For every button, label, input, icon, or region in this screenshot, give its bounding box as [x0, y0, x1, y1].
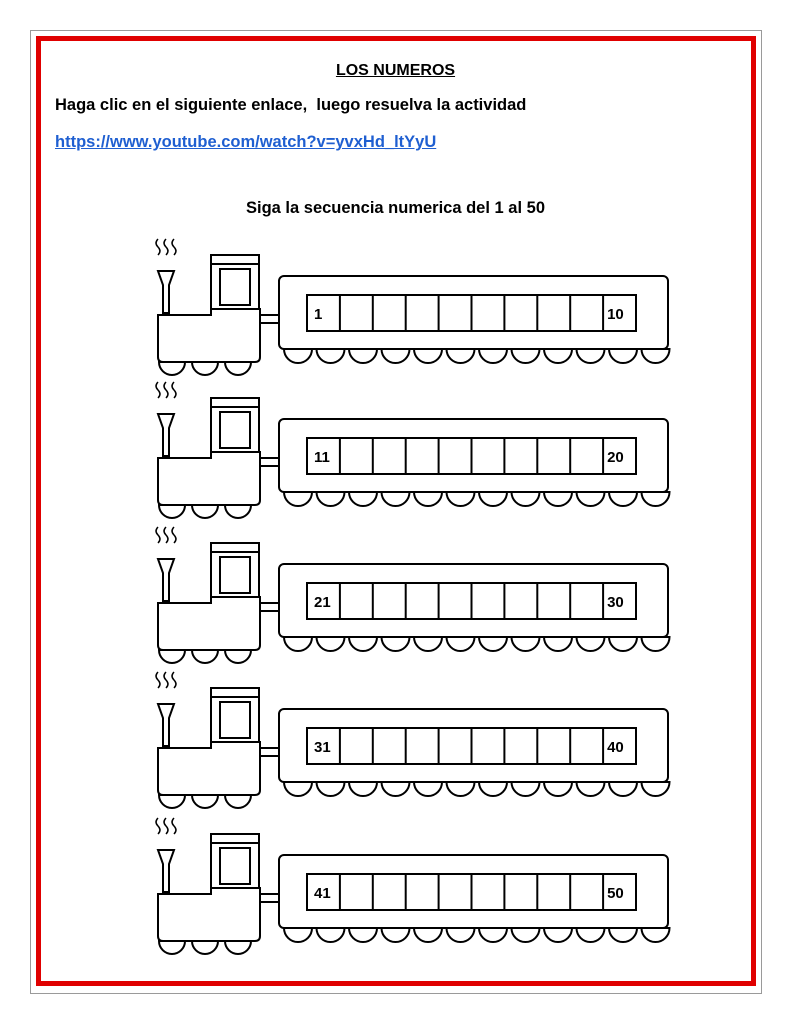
- chimney-icon: [158, 704, 174, 746]
- wheel-icon: [479, 782, 507, 796]
- wheel-icon: [382, 492, 410, 506]
- wheel-icon: [609, 928, 637, 942]
- wheel-icon: [642, 637, 670, 651]
- wheel-icon: [159, 362, 185, 375]
- wheel-icon: [609, 637, 637, 651]
- wheel-icon: [192, 505, 218, 518]
- locomotive-body: [158, 888, 260, 941]
- wheel-icon: [609, 492, 637, 506]
- cell-first-number: 1: [314, 306, 323, 323]
- wheel-icon: [512, 782, 540, 796]
- train-4: [156, 672, 670, 808]
- wheel-icon: [447, 492, 475, 506]
- wheel-icon: [317, 492, 345, 506]
- wheel-icon: [447, 782, 475, 796]
- wheel-icon: [192, 650, 218, 663]
- wheel-icon: [284, 928, 312, 942]
- coupler: [260, 603, 279, 611]
- cab-roof: [211, 834, 259, 843]
- smoke-icon: [172, 527, 176, 543]
- page-title: LOS NUMEROS: [335, 62, 456, 79]
- cab-window: [220, 848, 250, 884]
- smoke-icon: [172, 382, 176, 398]
- smoke-icon: [156, 527, 160, 543]
- wheel-icon: [447, 637, 475, 651]
- wheel-icon: [349, 492, 377, 506]
- wheel-icon: [447, 349, 475, 363]
- wheel-icon: [317, 928, 345, 942]
- train-1: [156, 239, 670, 375]
- train-3: [156, 527, 670, 663]
- wheel-icon: [642, 928, 670, 942]
- smoke-icon: [172, 239, 176, 255]
- cell-first-number: 21: [314, 594, 331, 611]
- coupler: [260, 315, 279, 323]
- wheel-icon: [225, 505, 251, 518]
- wheel-icon: [284, 637, 312, 651]
- coupler: [260, 748, 279, 756]
- cab-roof: [211, 543, 259, 552]
- wheel-icon: [544, 782, 572, 796]
- wheel-icon: [577, 928, 605, 942]
- wheel-icon: [544, 349, 572, 363]
- wheel-icon: [479, 928, 507, 942]
- wheel-icon: [479, 492, 507, 506]
- wheel-icon: [382, 928, 410, 942]
- wheel-icon: [512, 492, 540, 506]
- cell-last-number: 40: [607, 739, 624, 756]
- cell-first-number: 11: [314, 449, 330, 466]
- wheel-icon: [642, 349, 670, 363]
- wheel-icon: [284, 492, 312, 506]
- wheel-icon: [447, 928, 475, 942]
- chimney-icon: [158, 271, 174, 313]
- locomotive-body: [158, 452, 260, 505]
- cell-last-number: 50: [607, 885, 624, 902]
- wheel-icon: [349, 637, 377, 651]
- wheel-icon: [642, 782, 670, 796]
- train-5: [156, 818, 670, 954]
- wheel-icon: [382, 782, 410, 796]
- wheel-icon: [382, 637, 410, 651]
- wheel-icon: [349, 928, 377, 942]
- wheel-icon: [284, 782, 312, 796]
- activity-subtitle: Siga la secuencia numerica del 1 al 50: [246, 199, 545, 217]
- wheel-icon: [609, 782, 637, 796]
- cab-roof: [211, 688, 259, 697]
- youtube-link[interactable]: https://www.youtube.com/watch?v=yvxHd_ltYyU: [55, 133, 437, 151]
- wheel-icon: [349, 782, 377, 796]
- wheel-icon: [512, 349, 540, 363]
- cab-window: [220, 702, 250, 738]
- wheel-icon: [414, 637, 442, 651]
- chimney-icon: [158, 559, 174, 601]
- cab-window: [220, 269, 250, 305]
- wheel-icon: [225, 650, 251, 663]
- wheel-icon: [284, 349, 312, 363]
- wheel-icon: [479, 349, 507, 363]
- wheel-icon: [544, 928, 572, 942]
- train-2: [156, 382, 670, 518]
- cab-window: [220, 412, 250, 448]
- locomotive-body: [158, 309, 260, 362]
- cab-window: [220, 557, 250, 593]
- wheel-icon: [382, 349, 410, 363]
- wheel-icon: [317, 349, 345, 363]
- wheel-icon: [642, 492, 670, 506]
- wheel-icon: [544, 492, 572, 506]
- smoke-icon: [156, 382, 160, 398]
- locomotive-body: [158, 742, 260, 795]
- wheel-icon: [225, 795, 251, 808]
- wheel-icon: [317, 637, 345, 651]
- smoke-icon: [164, 382, 168, 398]
- smoke-icon: [172, 672, 176, 688]
- locomotive-body: [158, 597, 260, 650]
- wheel-icon: [544, 637, 572, 651]
- wheel-icon: [609, 349, 637, 363]
- wheel-icon: [192, 362, 218, 375]
- smoke-icon: [172, 818, 176, 834]
- wheel-icon: [512, 928, 540, 942]
- wheel-icon: [192, 941, 218, 954]
- coupler: [260, 894, 279, 902]
- smoke-icon: [164, 239, 168, 255]
- smoke-icon: [164, 672, 168, 688]
- wheel-icon: [159, 650, 185, 663]
- cab-roof: [211, 398, 259, 407]
- smoke-icon: [156, 239, 160, 255]
- wheel-icon: [577, 349, 605, 363]
- wheel-icon: [577, 782, 605, 796]
- wheel-icon: [414, 782, 442, 796]
- smoke-icon: [164, 818, 168, 834]
- chimney-icon: [158, 414, 174, 456]
- wheel-icon: [414, 349, 442, 363]
- wheel-icon: [225, 362, 251, 375]
- smoke-icon: [156, 672, 160, 688]
- wheel-icon: [577, 492, 605, 506]
- wheel-icon: [317, 782, 345, 796]
- cab-roof: [211, 255, 259, 264]
- instruction-text: Haga clic en el siguiente enlace, luego resuelva la actividad: [55, 96, 527, 114]
- coupler: [260, 458, 279, 466]
- wheel-icon: [192, 795, 218, 808]
- wheel-icon: [159, 941, 185, 954]
- chimney-icon: [158, 850, 174, 892]
- cell-last-number: 10: [607, 306, 624, 323]
- wheel-icon: [414, 928, 442, 942]
- wheel-icon: [225, 941, 251, 954]
- smoke-icon: [164, 527, 168, 543]
- wheel-icon: [414, 492, 442, 506]
- wheel-icon: [479, 637, 507, 651]
- cell-first-number: 41: [314, 885, 331, 902]
- wheel-icon: [512, 637, 540, 651]
- cell-last-number: 20: [607, 449, 624, 466]
- wheel-icon: [159, 505, 185, 518]
- wheel-icon: [577, 637, 605, 651]
- smoke-icon: [156, 818, 160, 834]
- wheel-icon: [349, 349, 377, 363]
- wheel-icon: [159, 795, 185, 808]
- cell-last-number: 30: [607, 594, 624, 611]
- cell-first-number: 31: [314, 739, 331, 756]
